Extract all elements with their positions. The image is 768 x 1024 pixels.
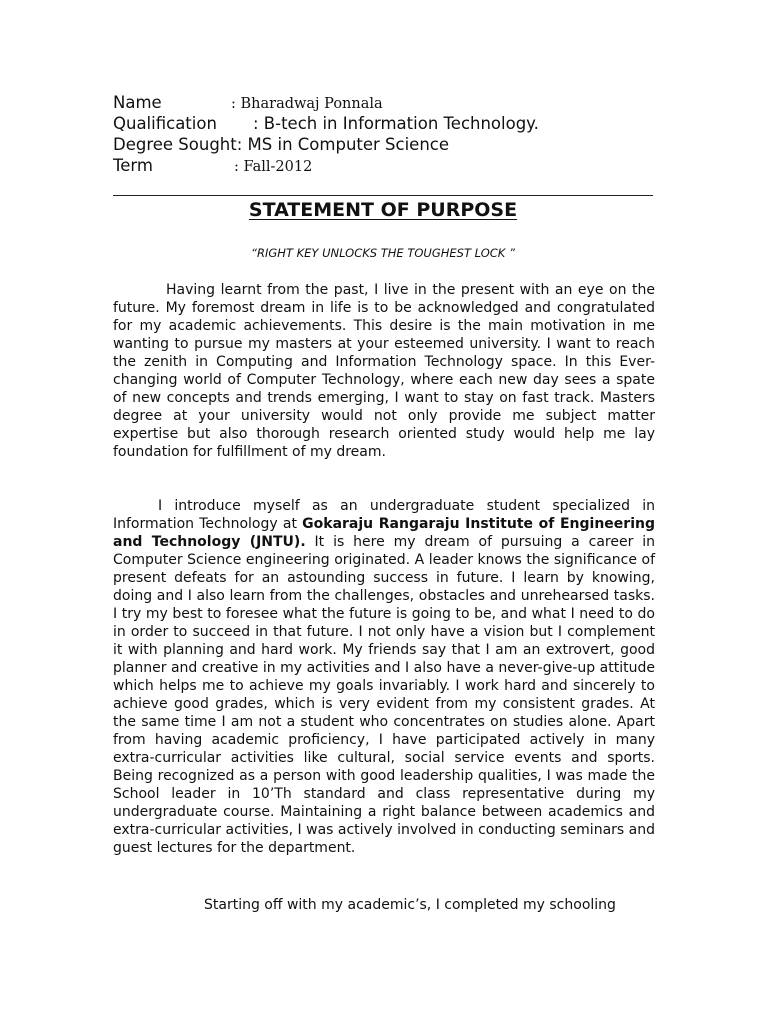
- qualification-label: Qualification: [113, 114, 217, 133]
- degree-label: Degree Sought:: [113, 135, 243, 154]
- header-divider: [113, 195, 653, 196]
- degree-row: [113, 134, 653, 155]
- paragraph-2-intro: I introduce myself as an undergraduate student specialized in Information Technology at: [113, 498, 655, 532]
- term-value: : Fall-2012: [234, 159, 313, 175]
- page-title: [113, 197, 653, 223]
- name-row: [113, 92, 653, 113]
- paragraph-1: Having learnt from the past, I live in the present with an eye on the future. My foremost dream in life is to be acknowledged and congratulated for my academic achievements. This desire is the main motivation in me wanting to pursue my masters at your esteemed university. I want to reach the zenith in Computing and Information Technology space. In this Ever-changing world of Computer Technology, where each new day sees a spate of new concepts and trends emerging, I want to stay on fast track. Masters degree at your university would not only provide me subject matter expertise but also thorough research oriented study would help me lay foundation for fulfillment of my dream.: [113, 282, 655, 460]
- paragraph-2: [113, 497, 655, 857]
- institute-name: Gokaraju Rangaraju Institute of Engineering and Technology (JNTU).: [113, 516, 655, 550]
- page-title-text: STATEMENT OF PURPOSE: [248, 199, 518, 221]
- quote-line: “RIGHT KEY UNLOCKS THE TOUGHEST LOCK ”: [251, 246, 515, 260]
- name-value: : Bharadwaj Ponnala: [231, 96, 383, 112]
- paragraph-3: Starting off with my academic’s, I completed my schooling: [204, 897, 616, 913]
- name-label: Name: [113, 93, 162, 112]
- qualification-row: [113, 113, 653, 134]
- degree-value: MS in Computer Science: [242, 135, 450, 154]
- term-label: Term: [113, 156, 153, 175]
- term-row: [113, 155, 653, 176]
- qualification-value: : B-tech in Information Technology.: [253, 114, 539, 133]
- paragraph-2-body: It is here my dream of pursuing a career in Computer Science engineering originated. A leader knows the significance of present defeats for an astounding success in future. I learn by knowing, doing and I also learn from the challenges, obstacles and unrehearsed tasks. I try my best to foresee what the future is going to be, and what I need to do in order to succeed in that future. I not only have a vision but I complement it with planning and hard work. My friends say that I am an extrovert, good planner and creative in my activities and I also have a never-give-up attitude which helps me to achieve my goals invariably. I work hard and sincerely to achieve good grades, which is very evident from my consistent grades. At the same time I am not a student who concentrates on studies alone. Apart from having academic proficiency, I have participated actively in many extra-curricular activities like cultural, social service events and sports. Being recognized as a person with good leadership qualities, I was made the School leader in 10’Th standard and class representative during my undergraduate course. Maintaining a right balance between academics and extra-curricular activities, I was actively involved in conducting seminars and guest lectures for the department.: [113, 534, 655, 856]
- applicant-header: [113, 92, 653, 176]
